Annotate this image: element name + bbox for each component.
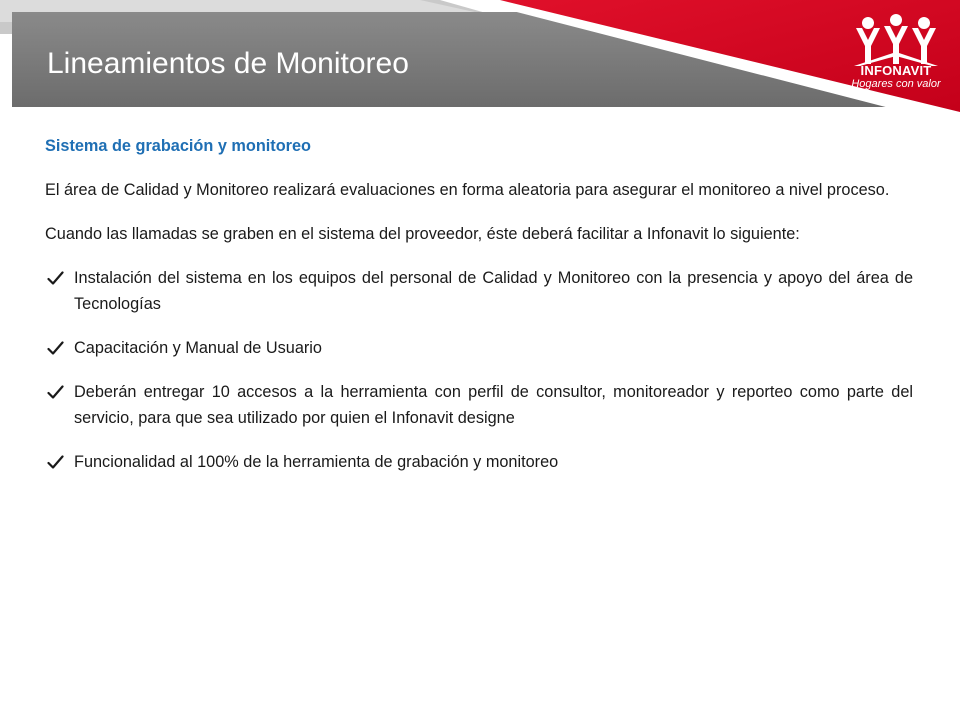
checklist-item-text: Funcionalidad al 100% de la herramienta de grabación y monitoreo [74,453,559,471]
paragraph-evaluations: El área de Calidad y Monitoreo realizará evaluaciones en forma aleatoria para asegurar el monitoreo a nivel proceso. [45,181,890,199]
checklist-item [45,265,913,317]
section-subtitle: Sistema de grabación y monitoreo [45,137,311,155]
infonavit-logo [846,14,946,96]
slide-content [45,133,913,493]
paragraph-provider-requirements: Cuando las llamadas se graben en el sistema del proveedor, éste deberá facilitar a Infonavit lo siguiente: [45,225,800,243]
checklist-item [45,379,913,431]
logo-name: INFONAVIT [860,63,932,78]
checkmark-icon [47,271,64,286]
requirements-checklist [45,265,913,475]
checkmark-icon [47,385,64,400]
checkmark-icon [47,341,64,356]
checklist-item-text: Instalación del sistema en los equipos del personal de Calidad y Monitoreo con la presencia y apoyo del área de Tecnologías [74,269,913,313]
slide-title: Lineamientos de Monitoreo [47,47,409,80]
checklist-item-text: Deberán entregar 10 accesos a la herramienta con perfil de consultor, monitoreador y reporteo como parte del servicio, para que sea utilizado por quien el Infonavit designe [74,383,913,427]
logo-tagline: Hogares con valor [851,78,941,90]
checklist-item-text: Capacitación y Manual de Usuario [74,339,322,357]
checklist-item [45,335,913,361]
checklist-item [45,449,913,475]
infonavit-logo-mark-icon [852,14,940,66]
checkmark-icon [47,455,64,470]
